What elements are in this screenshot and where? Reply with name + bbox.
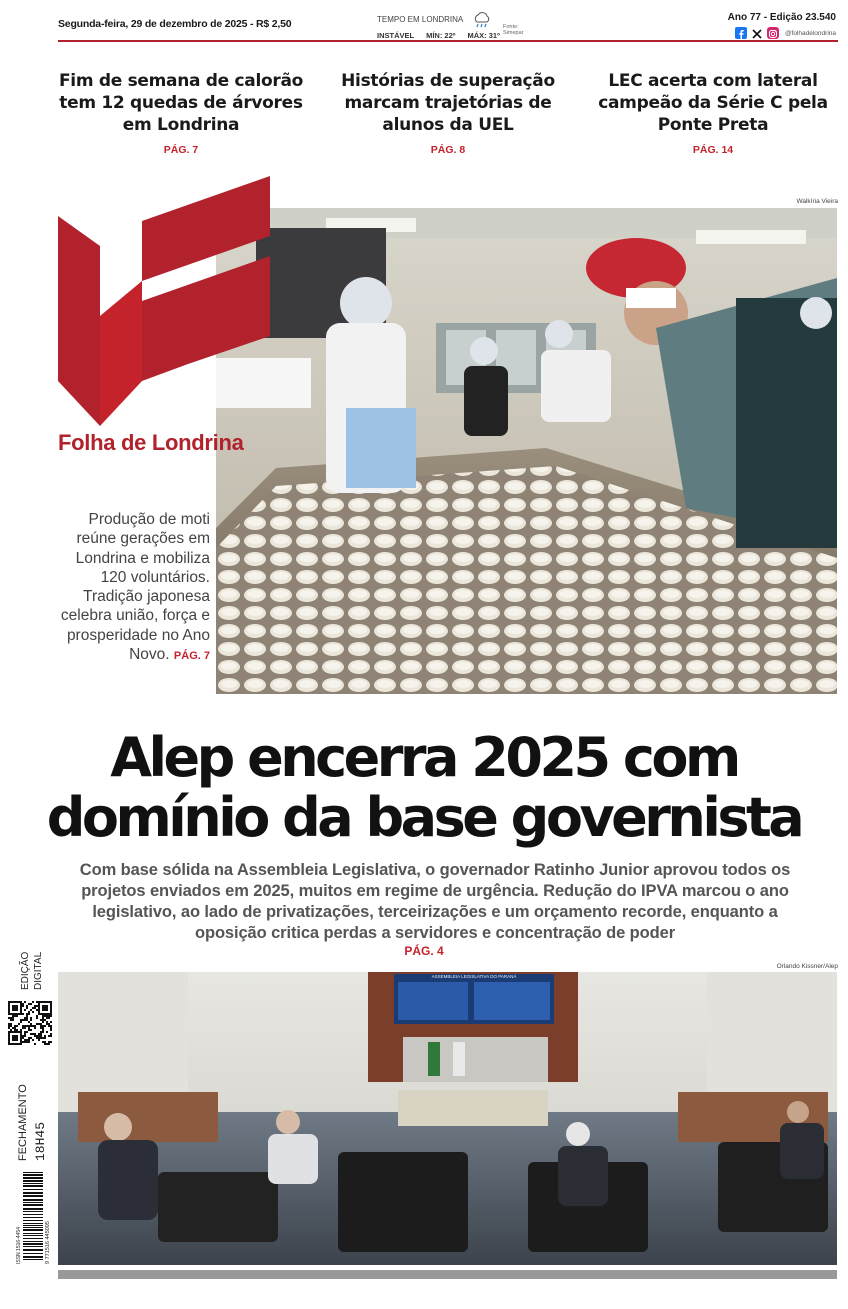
qr-code-icon[interactable]	[8, 1001, 52, 1045]
teaser-page: PÁG. 7	[163, 144, 199, 156]
main-subhead: Com base sólida na Assembleia Legislativa, o governador Ratinho Junior aprovou todos os projetos enviados em 2025, muitos em regime de urgência. Redução do IPVA marcou o ano legislativo, ao lado de privatizações, terceirizações e um orçamento recorde, enquanto a oposição critica perdas a servidores e concentração de poder	[79, 861, 791, 942]
caption-page: PÁG. 7	[173, 650, 210, 663]
edicao-line2: DIGITAL	[33, 951, 44, 990]
teaser-1[interactable]	[56, 70, 306, 156]
moti-production-photo[interactable]	[216, 208, 837, 694]
fechamento-label: FECHAMENTO	[17, 1084, 29, 1161]
closing-time: 18H45	[33, 1121, 48, 1161]
social-handle: @folhadelondrina	[784, 29, 836, 37]
digital-edition-label	[16, 948, 46, 990]
main-headline[interactable]: Alep encerra 2025 com domínio da base governista	[46, 726, 802, 849]
teaser-page: PÁG. 14	[692, 144, 734, 156]
teaser-headline: Histórias de superação marcam trajetórias de alunos da UEL	[341, 71, 555, 135]
teaser-page: PÁG. 8	[430, 144, 466, 156]
logo-wordmark: Folha de Londrina	[58, 430, 244, 455]
instagram-icon[interactable]	[767, 27, 779, 39]
issn: ISSN 1516-4454	[16, 1227, 22, 1264]
closing-time-label	[10, 1075, 50, 1165]
rain-cloud-icon	[472, 12, 492, 30]
moti-photo-illustration	[216, 208, 837, 694]
issue-date: Segunda-feira, 29 de dezembro de 2025 - R$ 2,50	[58, 18, 292, 30]
footer-rule	[58, 1270, 837, 1279]
edition-number: Ano 77 - Edição 23.540	[727, 12, 836, 23]
photo-credit: Orlando Kissner/Alep	[776, 963, 838, 970]
assembly-plenary-photo[interactable]	[58, 972, 837, 1265]
teaser-3[interactable]	[588, 70, 838, 156]
weather-condition: INSTÁVEL	[377, 31, 415, 40]
facebook-icon[interactable]	[735, 27, 747, 39]
photo-caption	[58, 510, 210, 666]
assembly-photo-illustration	[58, 972, 837, 1265]
folha-de-londrina-logo[interactable]	[58, 176, 270, 426]
weather-source: Fonte: Simepar	[503, 24, 524, 36]
weather-title: TEMPO EM LONDRINA	[377, 15, 464, 24]
photo-credit: Walkíria Vieira	[796, 198, 838, 205]
screen-title: ASSEMBLEIA LEGISLATIVA DO PARANÁ	[431, 974, 517, 979]
social-links	[735, 26, 836, 40]
x-icon[interactable]	[751, 27, 763, 39]
weather-readout	[377, 31, 512, 40]
header-rule	[58, 40, 838, 42]
barcode-number: 9 771516 445005	[45, 1221, 51, 1264]
main-story-page: PÁG. 4	[404, 944, 444, 958]
barcode-icon	[14, 1168, 50, 1266]
teaser-headline: Fim de semana de calorão tem 12 quedas de árvores em Londrina	[58, 71, 304, 135]
teaser-2[interactable]	[323, 70, 573, 156]
caption-text: Produção de moti reúne gerações em Londrina e mobiliza 120 voluntários. Tradição japonesa celebra união, força e prosperidade no Ano Novo.	[60, 511, 210, 664]
weather-min: MÍN: 22º	[426, 31, 456, 40]
edicao-line1: EDIÇÃO	[20, 951, 31, 990]
teaser-headline: LEC acerta com lateral campeão da Série C pela Ponte Preta	[598, 71, 828, 135]
weather-max: MÁX: 31º	[467, 31, 500, 40]
